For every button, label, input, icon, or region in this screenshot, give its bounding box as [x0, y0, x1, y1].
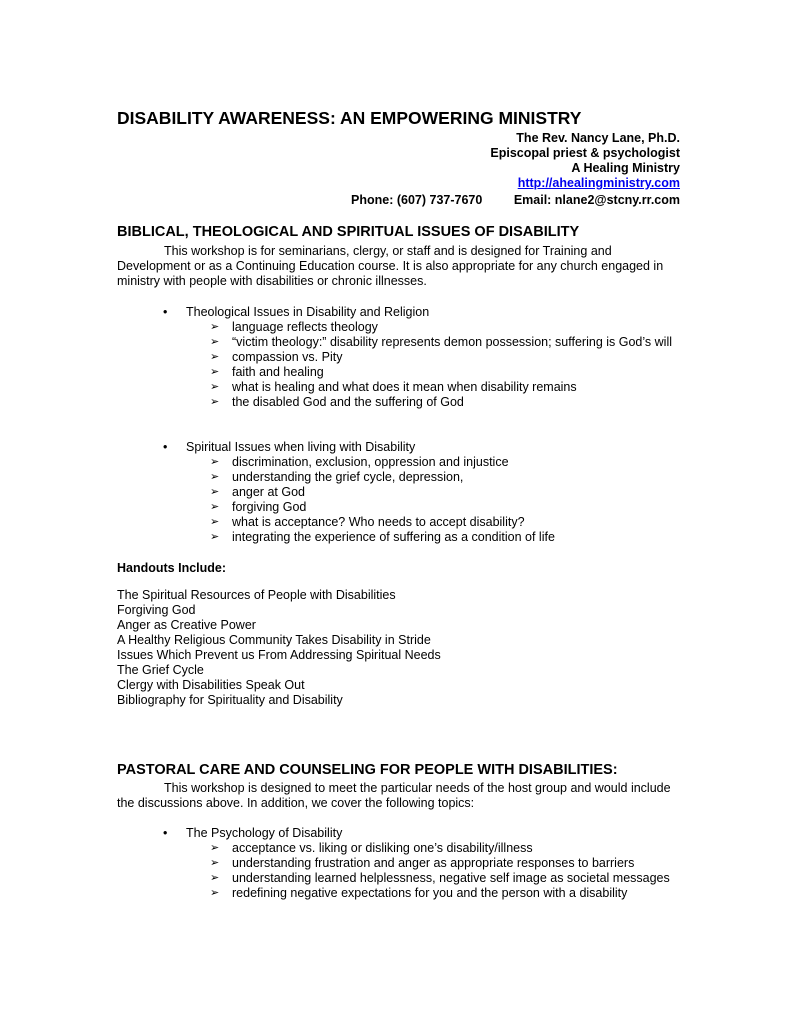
arrow-bullet-icon: ➢ [210, 872, 220, 884]
spiritual-issues-list [117, 440, 677, 545]
arrow-bullet-icon: ➢ [210, 501, 220, 513]
section2-intro: This workshop is designed to meet the particular needs of the host group and would include the discussions above. In addition, we cover the following topics: [117, 781, 671, 810]
arrow-bullet-icon: ➢ [210, 321, 220, 333]
sub-bullet-item: ➢ what is healing and what does it mean when disability remains [210, 380, 577, 394]
arrow-bullet-icon: ➢ [210, 456, 220, 468]
contact-line [351, 193, 680, 207]
bullet-icon: • [163, 440, 168, 454]
sub-bullet-item: ➢ understanding frustration and anger as appropriate responses to barriers [210, 856, 635, 870]
section2-heading: PASTORAL CARE AND COUNSELING FOR PEOPLE WITH DISABILITIES: [117, 762, 618, 778]
handouts-heading: Handouts Include: [117, 561, 227, 575]
bullet-item: • Theological Issues in Disability and Religion [163, 305, 430, 319]
arrow-bullet-icon: ➢ [210, 531, 220, 543]
handout-item: Clergy with Disabilities Speak Out [117, 678, 305, 692]
bullet-icon: • [163, 305, 168, 319]
section1-heading: BIBLICAL, THEOLOGICAL AND SPIRITUAL ISSUES OF DISABILITY [117, 224, 580, 240]
author-role: Episcopal priest & psychologist [490, 146, 680, 160]
sub-bullet-item: ➢ understanding learned helplessness, negative self image as societal messages [210, 871, 670, 885]
handout-item: Anger as Creative Power [117, 618, 256, 632]
sub-bullet-item: ➢ acceptance vs. liking or disliking one’s disability/illness [210, 841, 533, 855]
arrow-bullet-icon: ➢ [210, 471, 220, 483]
sub-bullet-item: ➢ compassion vs. Pity [210, 350, 343, 364]
bullet-item: • The Psychology of Disability [163, 826, 343, 840]
arrow-bullet-icon: ➢ [210, 336, 220, 348]
sub-bullet-item: ➢ redefining negative expectations for you and the person with a disability [210, 886, 628, 900]
sub-bullet-item: ➢ integrating the experience of suffering as a condition of life [210, 530, 555, 544]
arrow-bullet-icon: ➢ [210, 366, 220, 378]
theological-issues-list [117, 305, 677, 410]
arrow-bullet-icon: ➢ [210, 857, 220, 869]
handout-item: Forgiving God [117, 603, 196, 617]
sub-bullet-item: ➢ anger at God [210, 485, 305, 499]
arrow-bullet-icon: ➢ [210, 396, 220, 408]
arrow-bullet-icon: ➢ [210, 381, 220, 393]
handout-item: Issues Which Prevent us From Addressing Spiritual Needs [117, 648, 441, 662]
bullet-item: • Spiritual Issues when living with Disability [163, 440, 416, 454]
arrow-bullet-icon: ➢ [210, 516, 220, 528]
author-block [490, 131, 680, 191]
sub-bullet-item: ➢ forgiving God [210, 500, 307, 514]
sub-bullet-item: ➢ language reflects theology [210, 320, 378, 334]
phone-number: Phone: (607) 737-7670 [351, 193, 483, 207]
handout-item: A Healthy Religious Community Takes Disability in Stride [117, 633, 431, 647]
arrow-bullet-icon: ➢ [210, 842, 220, 854]
section1-intro: This workshop is for seminarians, clergy, or staff and is designed for Training and Development or as a Continuing Education course. It is also appropriate for any church engaged in ministry with people with disabilities or chronic illnesses. [117, 244, 664, 288]
document-title: DISABILITY AWARENESS: AN EMPOWERING MINISTRY [117, 108, 582, 128]
handout-item: The Spiritual Resources of People with Disabilities [117, 588, 396, 602]
arrow-bullet-icon: ➢ [210, 351, 220, 363]
bullet-icon: • [163, 826, 168, 840]
arrow-bullet-icon: ➢ [210, 887, 220, 899]
psychology-list [117, 826, 677, 901]
email-address: Email: nlane2@stcny.rr.com [513, 193, 680, 207]
sub-bullet-item: ➢ discrimination, exclusion, oppression and injustice [210, 455, 509, 469]
website-link[interactable]: http://ahealingministry.com [517, 176, 680, 190]
handouts-list [117, 588, 441, 708]
author-org: A Healing Ministry [571, 161, 680, 175]
handout-item: The Grief Cycle [117, 663, 204, 677]
sub-bullet-item: ➢ the disabled God and the suffering of God [210, 395, 464, 409]
sub-bullet-item: ➢ faith and healing [210, 365, 324, 379]
handout-item: Bibliography for Spirituality and Disability [117, 693, 343, 707]
author-name: The Rev. Nancy Lane, Ph.D. [516, 131, 680, 145]
sub-bullet-item: ➢ understanding the grief cycle, depression, [210, 470, 464, 484]
sub-bullet-item: ➢ what is acceptance? Who needs to accept disability? [210, 515, 525, 529]
sub-bullet-item: ➢ “victim theology:” disability represents demon possession; suffering is God’s will [210, 335, 673, 349]
arrow-bullet-icon: ➢ [210, 486, 220, 498]
